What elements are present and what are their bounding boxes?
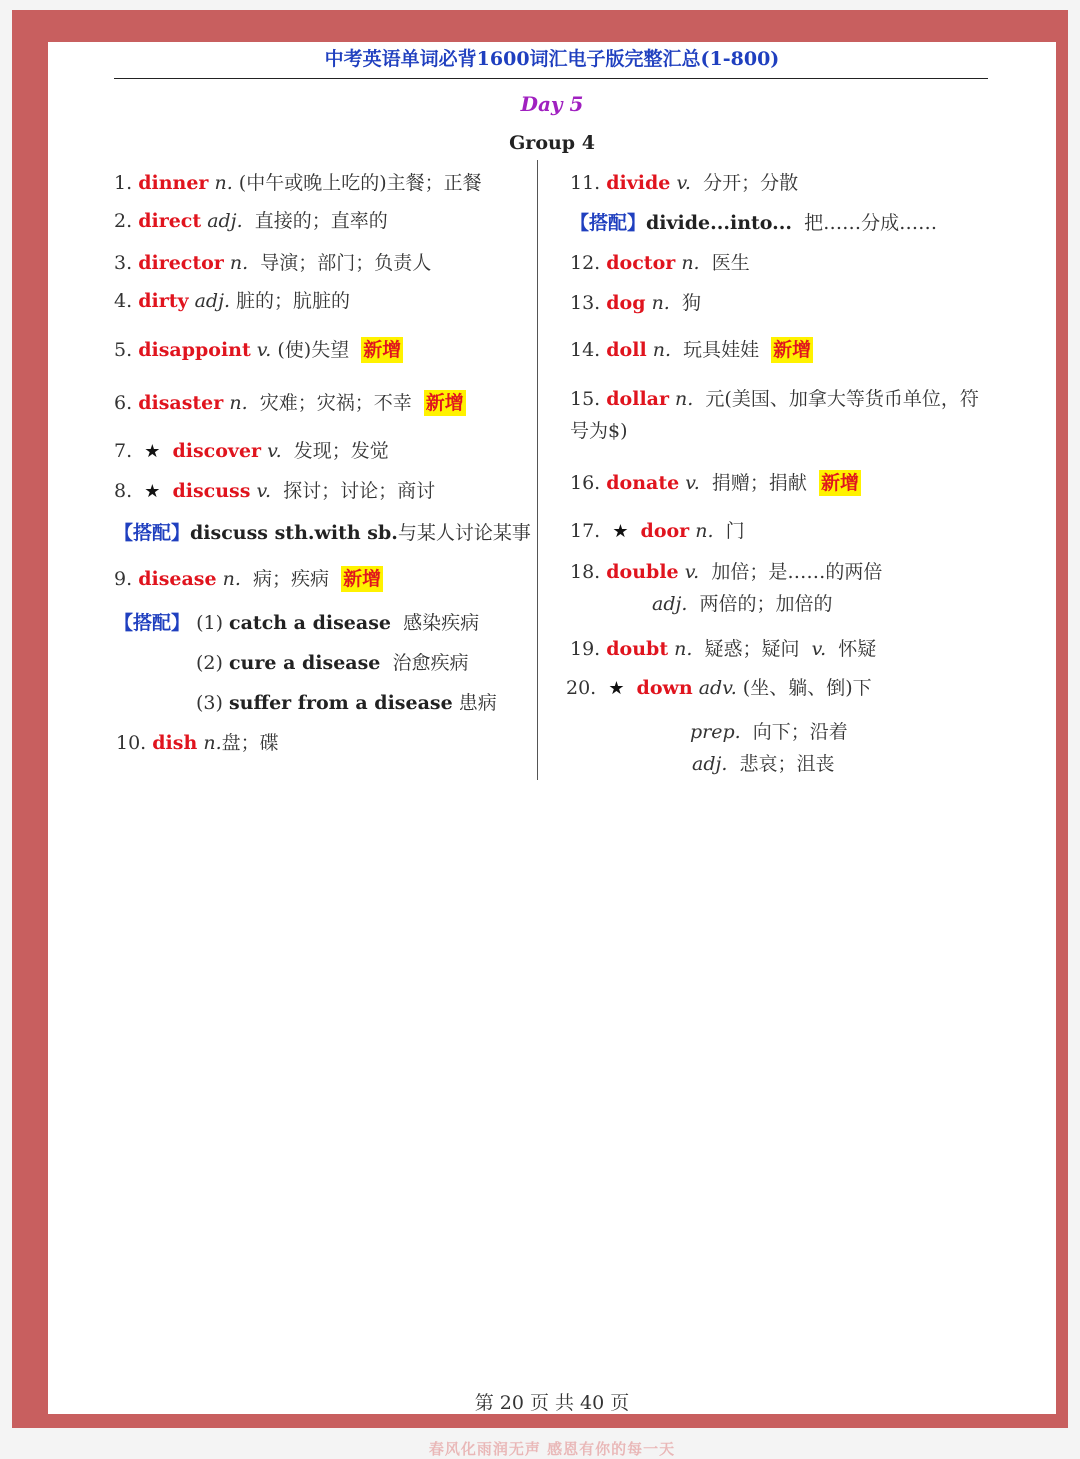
part-of-speech: n. bbox=[229, 392, 248, 414]
new-badge: 新增 bbox=[363, 339, 402, 361]
collocation-index: (2) bbox=[196, 652, 223, 674]
part-of-speech: v. bbox=[811, 638, 827, 660]
collocation-meaning: 感染疾病 bbox=[403, 612, 480, 634]
entry-word: divide bbox=[606, 172, 671, 194]
entry-word: door bbox=[640, 520, 690, 542]
part-of-speech: adj. bbox=[194, 290, 230, 312]
part-of-speech: n. bbox=[222, 568, 241, 590]
definition: 怀疑 bbox=[838, 638, 877, 660]
new-badge: 新增 bbox=[425, 392, 464, 414]
group-heading: Group 4 bbox=[509, 132, 595, 154]
definition: 分开；分散 bbox=[703, 172, 799, 194]
part-of-speech: n. bbox=[214, 172, 233, 194]
document-page bbox=[48, 42, 1056, 1458]
star-icon: ★ bbox=[608, 678, 625, 699]
collocation-index: (3) bbox=[196, 692, 223, 714]
entry-number: 3. bbox=[114, 252, 133, 274]
definition: 探讨；讨论；商讨 bbox=[283, 480, 436, 502]
entry-number: 18. bbox=[570, 561, 601, 583]
collocation-11 bbox=[570, 210, 937, 236]
part-of-speech: n. bbox=[674, 638, 693, 660]
part-of-speech: n. bbox=[203, 732, 222, 754]
column-divider bbox=[537, 160, 538, 780]
collocation-8 bbox=[114, 520, 531, 546]
collocation-meaning: 患病 bbox=[458, 692, 497, 714]
vocab-entry-8 bbox=[114, 478, 435, 505]
entry-number: 9. bbox=[114, 568, 133, 590]
vocab-entry-20-adj bbox=[692, 751, 835, 777]
new-badge: 新增 bbox=[773, 339, 812, 361]
part-of-speech: v. bbox=[256, 480, 272, 502]
entry-number: 1. bbox=[114, 172, 133, 194]
entry-number: 14. bbox=[570, 339, 601, 361]
collocation-meaning: 与某人讨论某事 bbox=[397, 522, 531, 544]
definition: 盘；碟 bbox=[221, 732, 279, 754]
definition: 发现；发觉 bbox=[293, 440, 389, 462]
collocation-meaning: 治愈疾病 bbox=[392, 652, 469, 674]
collocation-tag: 【搭配】 bbox=[570, 212, 647, 234]
entry-word: discover bbox=[172, 440, 262, 462]
vocab-entry-9 bbox=[114, 566, 383, 592]
part-of-speech: adj. bbox=[692, 753, 728, 775]
definition: 灾难；灾祸；不幸 bbox=[259, 392, 412, 414]
definition: 导演；部门；负责人 bbox=[260, 252, 432, 274]
entry-word: dish bbox=[152, 732, 198, 754]
entry-number: 5. bbox=[114, 339, 133, 361]
collocation-tag: 【搭配】 bbox=[114, 522, 191, 544]
collocation-9-2 bbox=[196, 650, 468, 676]
definition: 直接的；直率的 bbox=[254, 210, 388, 232]
vocab-entry-5 bbox=[114, 337, 403, 363]
entry-number: 19. bbox=[570, 638, 601, 660]
vocab-entry-11 bbox=[570, 170, 798, 196]
entry-number: 11. bbox=[570, 172, 601, 194]
entry-number: 16. bbox=[570, 472, 601, 494]
page-border bbox=[12, 10, 1068, 1458]
collocation-phrase: suffer from a disease bbox=[228, 692, 453, 714]
entry-word: dinner bbox=[138, 172, 209, 194]
definition: 悲哀；沮丧 bbox=[739, 753, 835, 775]
definition: (坐、躺、倒)下 bbox=[742, 677, 872, 699]
collocation-9-1 bbox=[114, 610, 479, 636]
definition: 疑惑；疑问 bbox=[704, 638, 800, 660]
definition: 向下；沿着 bbox=[752, 721, 848, 743]
definition: 加倍；是……的两倍 bbox=[711, 561, 883, 583]
entry-word: direct bbox=[138, 210, 202, 232]
part-of-speech: n. bbox=[229, 252, 249, 274]
vocab-entry-19 bbox=[570, 636, 876, 662]
definition: 元(美国、加拿大等货币单位，符 bbox=[705, 388, 979, 410]
vocab-entry-16 bbox=[570, 470, 861, 496]
entry-word: dollar bbox=[606, 388, 669, 410]
entry-word: dog bbox=[606, 292, 646, 314]
part-of-speech: v. bbox=[685, 472, 700, 494]
page-number: 第 20 页 共 40 页 bbox=[474, 1392, 630, 1414]
entry-word: disappoint bbox=[138, 339, 251, 361]
collocation-phrase: discuss sth.with sb. bbox=[190, 522, 398, 544]
entry-number: 20. bbox=[566, 677, 597, 699]
part-of-speech: adv. bbox=[698, 677, 737, 699]
part-of-speech: adj. bbox=[207, 210, 243, 232]
vocab-entry-15 bbox=[570, 386, 979, 412]
header-rule bbox=[114, 78, 988, 79]
vocab-entry-7 bbox=[114, 438, 389, 465]
part-of-speech: n. bbox=[695, 520, 714, 542]
star-icon: ★ bbox=[144, 441, 161, 462]
vocab-entry-12 bbox=[570, 250, 750, 276]
entry-word: disaster bbox=[138, 392, 224, 414]
vocab-entry-4 bbox=[114, 288, 350, 314]
entry-number: 7. bbox=[114, 440, 133, 462]
entry-number: 12. bbox=[570, 252, 601, 274]
definition: 两倍的；加倍的 bbox=[699, 593, 833, 615]
part-of-speech: v. bbox=[684, 561, 700, 583]
definition-continued: 号为$) bbox=[570, 420, 628, 442]
document-title: 中考英语单词必背1600词汇电子版完整汇总(1-800) bbox=[324, 48, 780, 70]
entry-number: 8. bbox=[114, 480, 133, 502]
vocab-entry-20-prep bbox=[690, 719, 848, 745]
vocab-entry-2 bbox=[114, 208, 388, 234]
definition: 狗 bbox=[681, 292, 701, 314]
vocab-entry-18 bbox=[570, 559, 882, 585]
definition: 脏的；肮脏的 bbox=[236, 290, 351, 312]
vocab-entry-15-continued bbox=[570, 418, 628, 444]
entry-word: double bbox=[606, 561, 679, 583]
entry-word: dirty bbox=[138, 290, 189, 312]
part-of-speech: prep. bbox=[690, 721, 741, 743]
entry-number: 13. bbox=[570, 292, 601, 314]
entry-number: 17. bbox=[570, 520, 601, 542]
vocab-entry-14 bbox=[570, 337, 813, 363]
star-icon: ★ bbox=[612, 521, 629, 542]
entry-number: 15. bbox=[570, 388, 601, 410]
entry-word: doubt bbox=[606, 638, 669, 660]
collocation-phrase: divide...into... bbox=[646, 212, 792, 234]
collocation-9-3 bbox=[196, 690, 497, 716]
part-of-speech: v. bbox=[676, 172, 691, 194]
collocation-phrase: cure a disease bbox=[228, 652, 381, 674]
vocab-entry-13 bbox=[570, 290, 701, 316]
collocation-tag: 【搭配】 bbox=[114, 612, 191, 634]
definition: (使)失望 bbox=[277, 339, 350, 361]
definition: 门 bbox=[725, 520, 745, 542]
day-heading: Day 5 bbox=[520, 92, 584, 116]
collocation-index: (1) bbox=[196, 612, 223, 634]
part-of-speech: v. bbox=[256, 339, 272, 361]
part-of-speech: n. bbox=[652, 339, 671, 361]
entry-word: discuss bbox=[172, 480, 251, 502]
collocation-meaning: 把……分成…… bbox=[804, 212, 938, 234]
vocab-entry-6 bbox=[114, 390, 466, 416]
entry-number: 10. bbox=[116, 732, 147, 754]
entry-number: 4. bbox=[114, 290, 133, 312]
part-of-speech: v. bbox=[267, 440, 282, 462]
part-of-speech: n. bbox=[681, 252, 700, 274]
star-icon: ★ bbox=[144, 481, 161, 502]
entry-word: donate bbox=[606, 472, 680, 494]
new-badge: 新增 bbox=[343, 568, 382, 590]
new-badge: 新增 bbox=[820, 472, 859, 494]
part-of-speech: n. bbox=[651, 292, 670, 314]
definition: 病；疾病 bbox=[253, 568, 330, 590]
watermark-text: 春风化雨润无声 感恩有你的每一天 bbox=[428, 1440, 676, 1458]
part-of-speech: adj. bbox=[652, 593, 688, 615]
entry-number: 6. bbox=[114, 392, 133, 414]
definition: 捐赠；捐献 bbox=[711, 472, 807, 494]
definition: 医生 bbox=[711, 252, 750, 274]
entry-number: 2. bbox=[114, 210, 133, 232]
vocab-entry-10 bbox=[116, 730, 279, 756]
entry-word: doll bbox=[606, 339, 647, 361]
entry-word: doctor bbox=[606, 252, 676, 274]
definition: 玩具娃娃 bbox=[683, 339, 760, 361]
vocab-entry-20 bbox=[566, 675, 872, 702]
vocab-entry-17 bbox=[570, 518, 745, 545]
vocab-entry-1 bbox=[114, 170, 482, 196]
entry-word: down bbox=[636, 677, 693, 699]
entry-word: director bbox=[138, 252, 224, 274]
vocab-entry-3 bbox=[114, 250, 431, 276]
vocab-entry-18-adj bbox=[652, 591, 833, 617]
definition: (中午或晚上吃的)主餐；正餐 bbox=[238, 172, 482, 194]
part-of-speech: n. bbox=[675, 388, 694, 410]
collocation-phrase: catch a disease bbox=[229, 612, 391, 634]
entry-word: disease bbox=[138, 568, 217, 590]
